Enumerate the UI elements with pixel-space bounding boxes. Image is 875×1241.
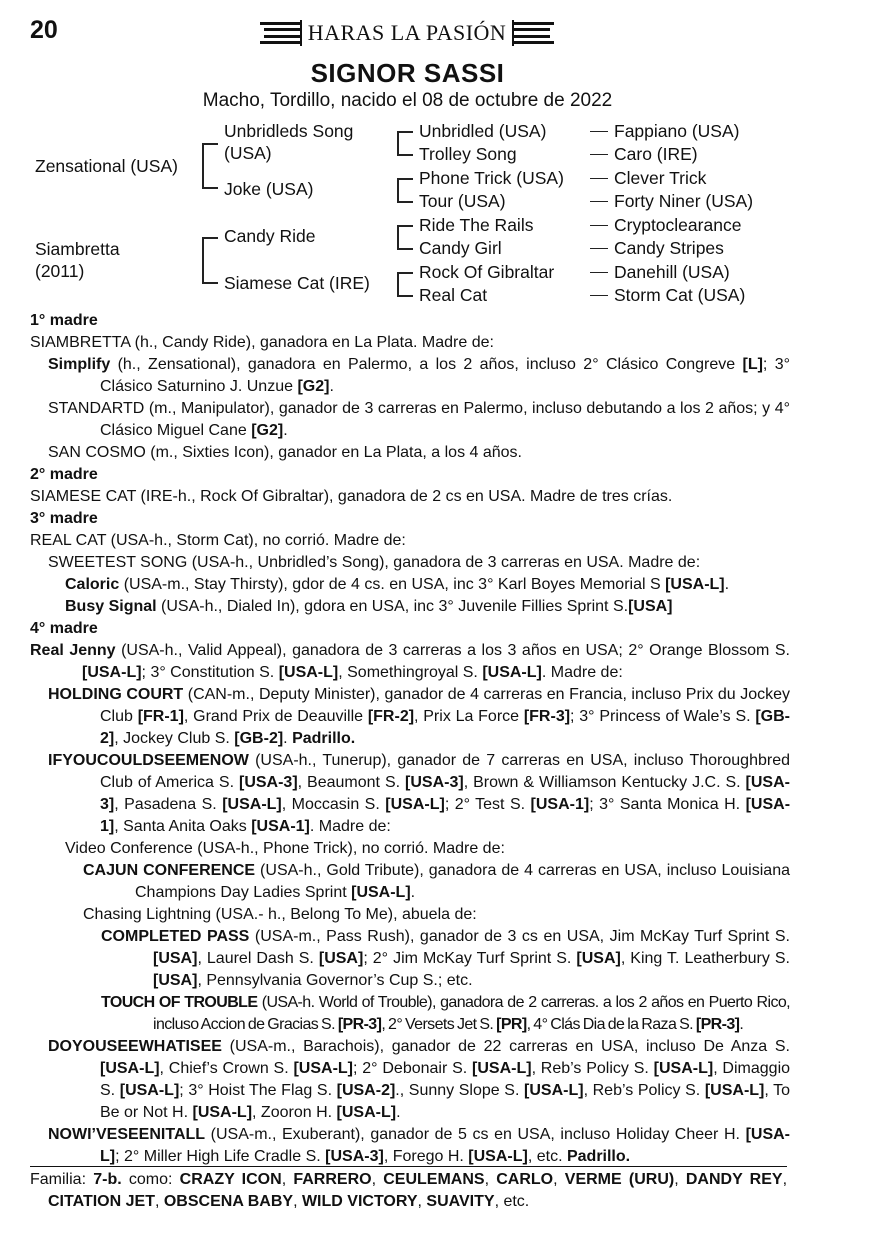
dam4-touch-of-trouble: TOUCH OF TROUBLE (USA-h. World of Trouble), ganadora de 2 carreras. a los 2 años en Puerto Rico, incluso Accion de Gracias S. [PR-3], 2° Versets Jet S. [PR], 4° Clás Dia de la Raza S. [PR-3]. bbox=[101, 994, 790, 1033]
dam3-intro: REAL CAT (USA-h., Storm Cat), no corrió. Madre de: bbox=[30, 532, 406, 549]
produce-record bbox=[30, 310, 790, 1168]
pedigree-g3-5: Ride The Rails bbox=[419, 215, 534, 235]
bracket-line bbox=[202, 143, 218, 145]
pedigree-dam-dam: Siamese Cat (IRE) bbox=[224, 273, 370, 293]
dam3-grandproduce-2: Busy Signal (USA-h., Dialed In), gdora en USA, inc 3° Juvenile Fillies Sprint S.[USA] bbox=[65, 598, 673, 615]
dam1-intro: SIAMBRETTA (h., Candy Ride), ganadora en La Plata. Madre de: bbox=[30, 334, 494, 351]
horse-name: SIGNOR SASSI bbox=[310, 58, 505, 88]
pedigree-g4-5: Cryptoclearance bbox=[590, 214, 741, 236]
pedigree-dam-sire: Candy Ride bbox=[224, 226, 316, 246]
bracket-line bbox=[202, 237, 218, 239]
pedigree-g3-7: Rock Of Gibraltar bbox=[419, 262, 555, 282]
dam4-produce-ifyoucouldseemenow: IFYOUCOULDSEEMENOW (USA-h., Tunerup), ganador de 7 carreras en USA, incluso Thoroughbred Club of America S. [USA-3], Beaumont S. [USA-3], Brown & Williamson Kentucky J.C. S. [USA-3], Pasadena S. [USA-L], Moccasin S. [USA-L]; 2° Test S. [USA-1]; 3° Santa Monica H. [USA-1], Santa Anita Oaks [USA-1]. Madre de: bbox=[48, 752, 791, 835]
pedigree-g3-8: Real Cat bbox=[419, 285, 488, 305]
bracket-line bbox=[397, 131, 413, 133]
banner-title: HARAS LA PASIÓN bbox=[300, 20, 515, 46]
bracket-line bbox=[397, 178, 399, 201]
pedigree-g3-4: Tour (USA) bbox=[419, 191, 506, 211]
dam4-chasing-lightning: Chasing Lightning (USA.- h., Belong To Me), abuela de: bbox=[83, 906, 477, 923]
pedigree-g3-3: Phone Trick (USA) bbox=[419, 168, 564, 188]
dam1-produce-2: STANDARTD (m., Manipulator), ganador de 3 carreras en Palermo, incluso debutando a los 2 años; y 4° Clásico Miguel Cane [G2]. bbox=[48, 400, 790, 439]
bracket-line bbox=[397, 295, 413, 297]
bracket-line bbox=[202, 237, 204, 283]
dam1-produce-1: Simplify (h., Zensational), ganadora en Palermo, a los 2 años, incluso 2° Clásico Congreve [L]; 3° Clásico Saturnino J. Unzue [G2]. bbox=[48, 356, 791, 395]
pedigree-g4-7: Danehill (USA) bbox=[590, 261, 730, 283]
banner-bars-right-icon bbox=[514, 22, 554, 44]
dam4-completed-pass: COMPLETED PASS (USA-m., Pass Rush), ganador de 3 cs en USA, Jim McKay Turf Sprint S. [USA], Laurel Dash S. [USA]; 2° Jim McKay Turf Sprint S. [USA], King T. Leatherbury S. [USA], Pennsylvania Governor’s Cup S.; etc. bbox=[101, 928, 791, 989]
pedigree-sire-sire bbox=[224, 120, 353, 164]
dam4-cajun-conference: CAJUN CONFERENCE (USA-h., Gold Tribute), ganadora de 4 carreras en USA, incluso Louisiana Champions Day Ladies Sprint [USA-L]. bbox=[83, 862, 790, 901]
dam3-grandproduce-1: Caloric (USA-m., Stay Thirsty), gdor de 4 cs. en USA, inc 3° Karl Boyes Memorial S [USA-L]. bbox=[65, 576, 730, 593]
dam4-intro: Real Jenny (USA-h., Valid Appeal), ganadora de 3 carreras a los 3 años en USA; 2° Orange Blossom S. [USA-L]; 3° Constitution S. [USA-L], Somethingroyal S. [USA-L]. Madre de: bbox=[30, 642, 790, 681]
pedigree-g3-2: Trolley Song bbox=[419, 144, 517, 164]
bracket-line bbox=[397, 272, 399, 295]
pedigree-g3-6: Candy Girl bbox=[419, 238, 502, 258]
bracket-line bbox=[397, 225, 399, 248]
bracket-line bbox=[397, 178, 413, 180]
bracket-line bbox=[397, 201, 413, 203]
horse-description: Macho, Tordillo, nacido el 08 de octubre de 2022 bbox=[202, 90, 613, 111]
pedigree-dam-name: Siambretta bbox=[35, 239, 120, 259]
dam1-produce-3: SAN COSMO (m., Sixties Icon), ganador en La Plata, a los 4 años. bbox=[48, 444, 522, 461]
banner-bars-left-icon bbox=[260, 22, 300, 44]
pedigree-sire-sire-name: Unbridleds Song bbox=[224, 121, 354, 141]
pedigree-g4-2: Caro (IRE) bbox=[590, 143, 698, 165]
pedigree-sire-sire-country: (USA) bbox=[224, 143, 272, 163]
dam4-produce-holding-court: HOLDING COURT (CAN-m., Deputy Minister), ganador de 4 carreras en Francia, incluso Prix du Jockey Club [FR-1], Grand Prix de Deauville [FR-2], Prix La Force [FR-3]; 3° Princess of Wale’s S. [GB-2], Jockey Club S. [GB-2]. Padrillo. bbox=[48, 686, 790, 747]
dam3-produce-1: SWEETEST SONG (USA-h., Unbridled’s Song), ganadora de 3 carreras en USA. Madre de: bbox=[48, 554, 701, 571]
bracket-line bbox=[202, 187, 218, 189]
dam2-intro: SIAMESE CAT (IRE-h., Rock Of Gibraltar), ganadora de 2 cs en USA. Madre de tres crías. bbox=[30, 488, 673, 505]
section-heading-dam2: 2° madre bbox=[30, 466, 98, 483]
dam4-produce-nowiveseenitall: NOWI’VESEENITALL (USA-m., Exuberant), ganador de 5 cs en USA, incluso Holiday Cheer H. [USA-L]; 2° Miller High Life Cradle S. [USA-3], Forego H. [USA-L], etc. Padrillo. bbox=[48, 1126, 790, 1165]
pedigree-sire: Zensational (USA) bbox=[35, 156, 178, 176]
pedigree-dam-year: (2011) bbox=[35, 261, 85, 281]
bracket-line bbox=[202, 143, 204, 188]
pedigree-g4-4: Forty Niner (USA) bbox=[590, 190, 753, 212]
pedigree-g4-6: Candy Stripes bbox=[590, 237, 724, 259]
dam4-video-conference: Video Conference (USA-h., Phone Trick), no corrió. Madre de: bbox=[65, 840, 505, 857]
bracket-line bbox=[397, 272, 413, 274]
bracket-line bbox=[397, 131, 399, 154]
header-banner bbox=[256, 18, 558, 48]
bracket-line bbox=[397, 248, 413, 250]
bracket-line bbox=[397, 154, 413, 156]
section-heading-dam3: 3° madre bbox=[30, 510, 98, 527]
dam4-produce-doyouseewhatisee: DOYOUSEEWHATISEE (USA-m., Barachois), ganador de 22 carreras en USA, incluso De Anza S. [USA-L], Chief’s Crown S. [USA-L]; 2° Debonair S. [USA-L], Reb’s Policy S. [USA-L], Dimaggio S. [USA-L]; 3° Hoist The Flag S. [USA-2]., Sunny Slope S. [USA-L], Reb’s Policy S. [USA-L], To Be or Not H. [USA-L], Zooron H. [USA-L]. bbox=[48, 1038, 791, 1121]
pedigree-g4-3: Clever Trick bbox=[590, 167, 706, 189]
family-footer: Familia: 7-b. como: CRAZY ICON, FARRERO, CEULEMANS, CARLO, VERME (URU), DANDY REY, CITATION JET, OBSCENA BABY, WILD VICTORY, SUAVITY, etc. bbox=[30, 1166, 787, 1213]
pedigree-g4-1: Fappiano (USA) bbox=[590, 120, 739, 142]
section-heading-dam4: 4° madre bbox=[30, 620, 98, 637]
page-number: 20 bbox=[30, 16, 58, 44]
pedigree-g3-1: Unbridled (USA) bbox=[419, 121, 547, 141]
pedigree-sire-dam: Joke (USA) bbox=[224, 179, 314, 199]
bracket-line bbox=[397, 225, 413, 227]
pedigree-g4-8: Storm Cat (USA) bbox=[590, 284, 745, 306]
pedigree-dam bbox=[35, 238, 120, 282]
bracket-line bbox=[202, 282, 218, 284]
section-heading-dam1: 1° madre bbox=[30, 312, 98, 329]
